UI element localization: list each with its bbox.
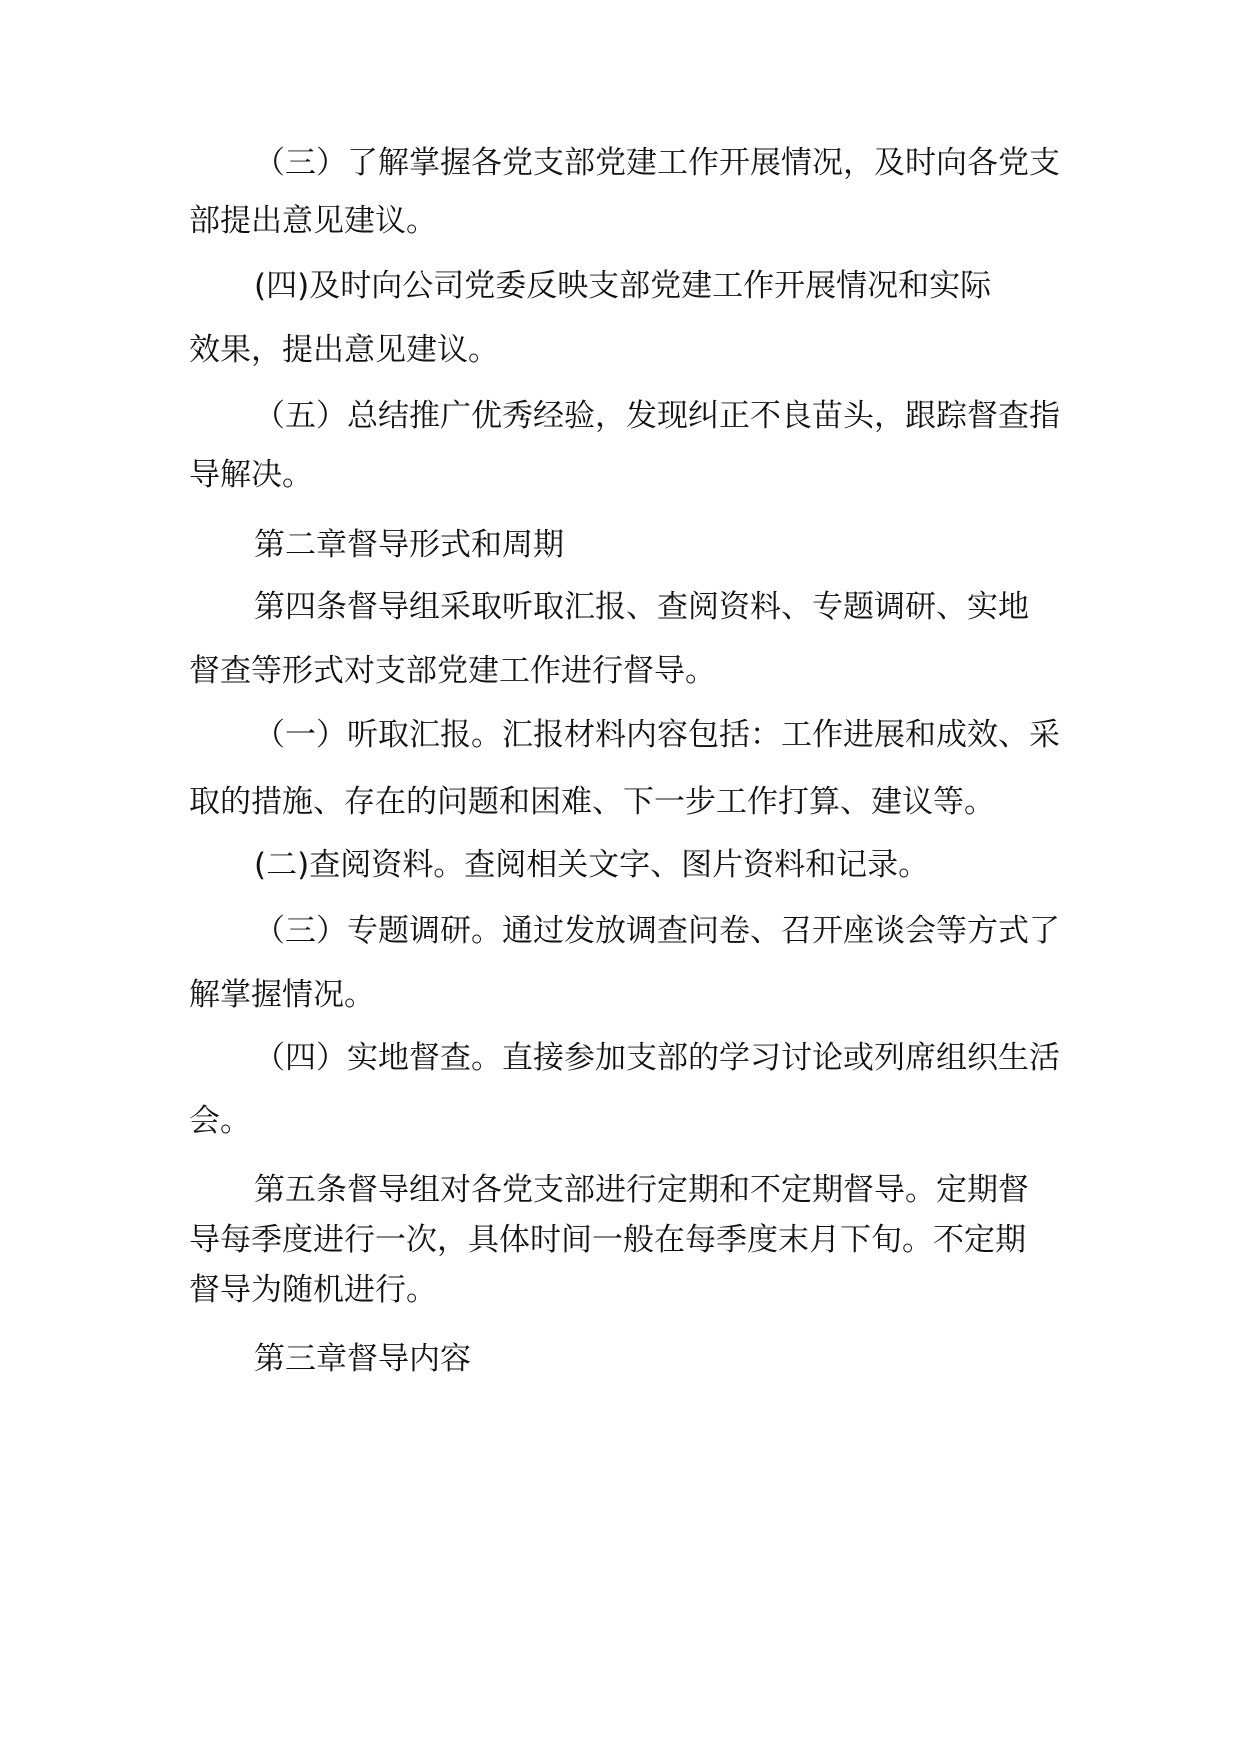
paragraph-line: （五）总结推广优秀经验，发现纠正不良苗头，跟踪督查指 [254,398,1060,434]
chapter-heading: 第二章督导形式和周期 [254,527,564,563]
chapter-heading: 第三章督导内容 [254,1341,471,1377]
paragraph-line: 取的措施、存在的问题和困难、下一步工作打算、建议等。 [189,784,995,820]
paragraph-line: 会。 [189,1103,251,1139]
paragraph-line: 效果，提出意见建议。 [189,332,499,368]
paragraph-line: (四)及时向公司党委反映支部党建工作开展情况和实际 [254,268,992,304]
paragraph-line: （三）专题调研。通过发放调查问卷、召开座谈会等方式了 [254,913,1060,949]
paragraph-line: 部提出意见建议。 [189,203,437,239]
paragraph-line: （一）听取汇报。汇报材料内容包括：工作进展和成效、采 [254,717,1060,753]
paragraph-line: （三）了解掌握各党支部党建工作开展情况，及时向各党支 [254,145,1060,181]
paragraph-line: (二)查阅资料。查阅相关文字、图片资料和记录。 [254,847,930,883]
paragraph-line: 督查等形式对支部党建工作进行督导。 [189,653,716,689]
paragraph-line: （四）实地督查。直接参加支部的学习讨论或列席组织生活 [254,1040,1060,1076]
paragraph-line: 第五条督导组对各党支部进行定期和不定期督导。定期督 [254,1172,1029,1208]
paragraph-line: 第四条督导组采取听取汇报、查阅资料、专题调研、实地 [254,589,1029,625]
paragraph-line: 解掌握情况。 [189,977,375,1013]
paragraph-line: 导解决。 [189,457,313,493]
paragraph-line: 督导为随机进行。 [189,1272,437,1308]
paragraph-line: 导每季度进行一次，具体时间一般在每季度末月下旬。不定期 [189,1222,1026,1258]
